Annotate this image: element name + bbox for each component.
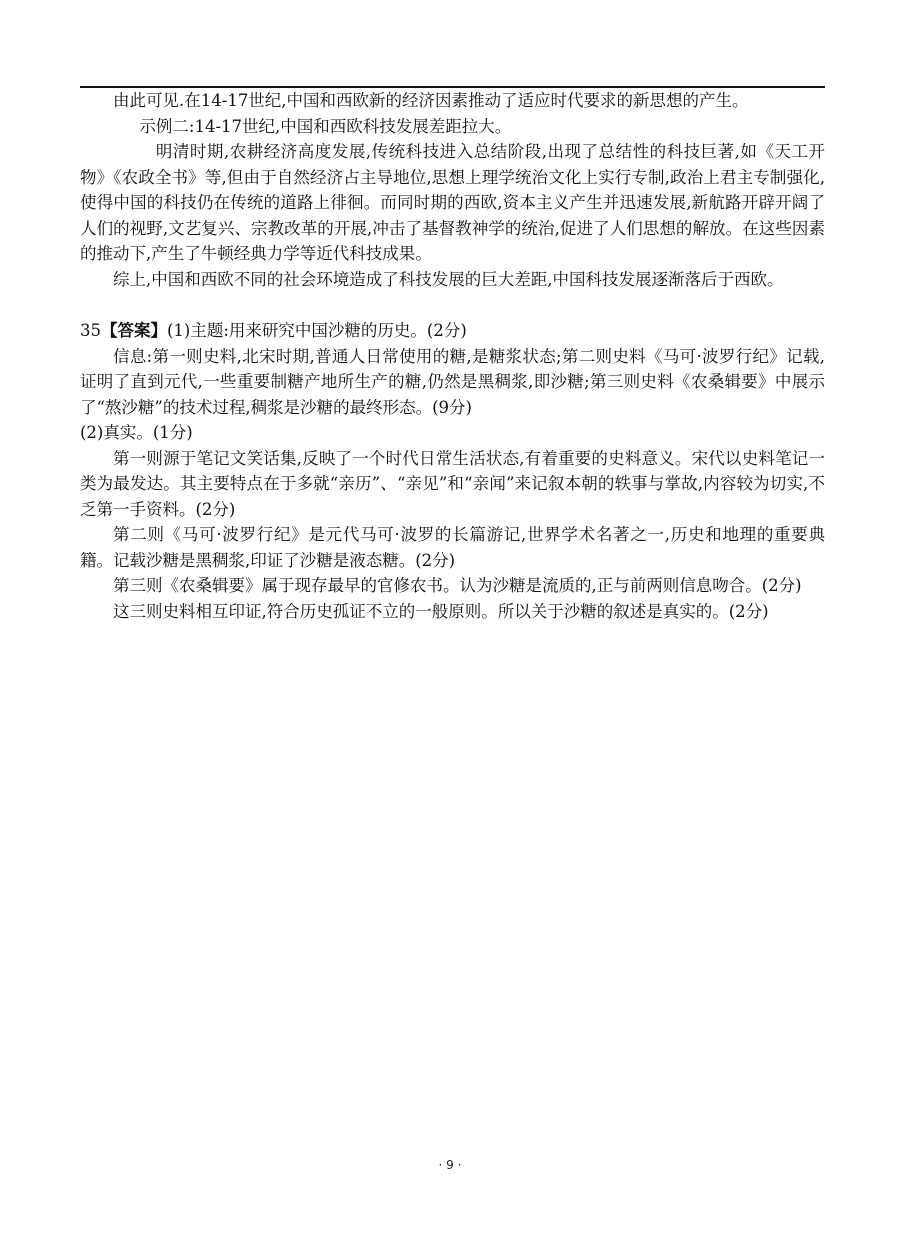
section-gap — [80, 292, 825, 318]
answer-paragraph-source-2: 第二则《马可·波罗行纪》是元代马可·波罗的长篇游记,世界学术名著之一,历史和地理的重要典籍。记载沙糖是黑稠浆,印证了沙糖是液态糖。(2分) — [80, 525, 825, 570]
answer-paragraph-source-1: 第一则源于笔记文笑话集,反映了一个时代日常生活状态,有着重要的史料意义。宋代以史料笔记一类为最发达。其主要特点在于多就“亲历”、“亲见”和“亲闻”来记叙本朝的轶事与掌故,内容较为切实,不乏第一手资料。(2分) — [80, 448, 825, 519]
paragraph-example-2-heading: 示例二:14-17世纪,中国和西欧科技发展差距拉大。 — [139, 116, 512, 136]
answer-info-paragraph: 信息:第一则史料,北宋时期,普通人日常使用的糖,是糖浆状态;第二则史料《马可·波罗行纪》记载,证明了直到元代,一些重要制糖产地所生产的糖,仍然是黑稠浆,即沙糖;第三则史料《农桑辑要》中展示了“熬沙糖”的技术过程,稠浆是沙糖的最终形态。(9分) — [80, 346, 825, 417]
answer-part-2: (2)真实。(1分) — [80, 423, 193, 442]
answer-paragraph-source-3: 第三则《农桑辑要》属于现存最早的官修农书。认为沙糖是流质的,正与前两则信息吻合。(2分) — [113, 576, 802, 595]
paragraph-ming-qing: 明清时期,农耕经济高度发展,传统科技进入总结阶段,出现了总结性的科技巨著,如《天工开物》《农政全书》等,但由于自然经济占主导地位,思想上理学统治文化上实行专制,政治上君主专制强化,使得中国的科技仍在传统的道路上徘徊。而同时期的西欧,资本主义产生并迅速发展,新航路开辟开阔了人们的视野,文艺复兴、宗教改革的开展,冲击了基督教神学的统治,促进了人们思想的解放。在这些因素的推动下,产生了牛顿经典力学等近代科技成果。 — [80, 142, 825, 263]
question-number: 35 — [80, 321, 101, 340]
document-body — [80, 88, 825, 624]
answer-tag: 【答案】 — [101, 321, 167, 340]
answer-paragraph-conclusion: 这三则史料相互印证,符合历史孤证不立的一般原则。所以关于沙糖的叙述是真实的。(2分) — [113, 601, 769, 621]
paragraph-summary: 综上,中国和西欧不同的社会环境造成了科技发展的巨大差距,中国科技发展逐渐落后于西欧。 — [113, 269, 784, 289]
page-number: · 9 · — [438, 1158, 462, 1172]
answer-35-heading — [80, 318, 825, 344]
answer-part-1: (1)主题:用来研究中国沙糖的历史。(2分) — [167, 321, 467, 340]
paragraph-conclusion-1: 由此可见.在14-17世纪,中国和西欧新的经济因素推动了适应时代要求的新思想的产生。 — [113, 91, 749, 110]
